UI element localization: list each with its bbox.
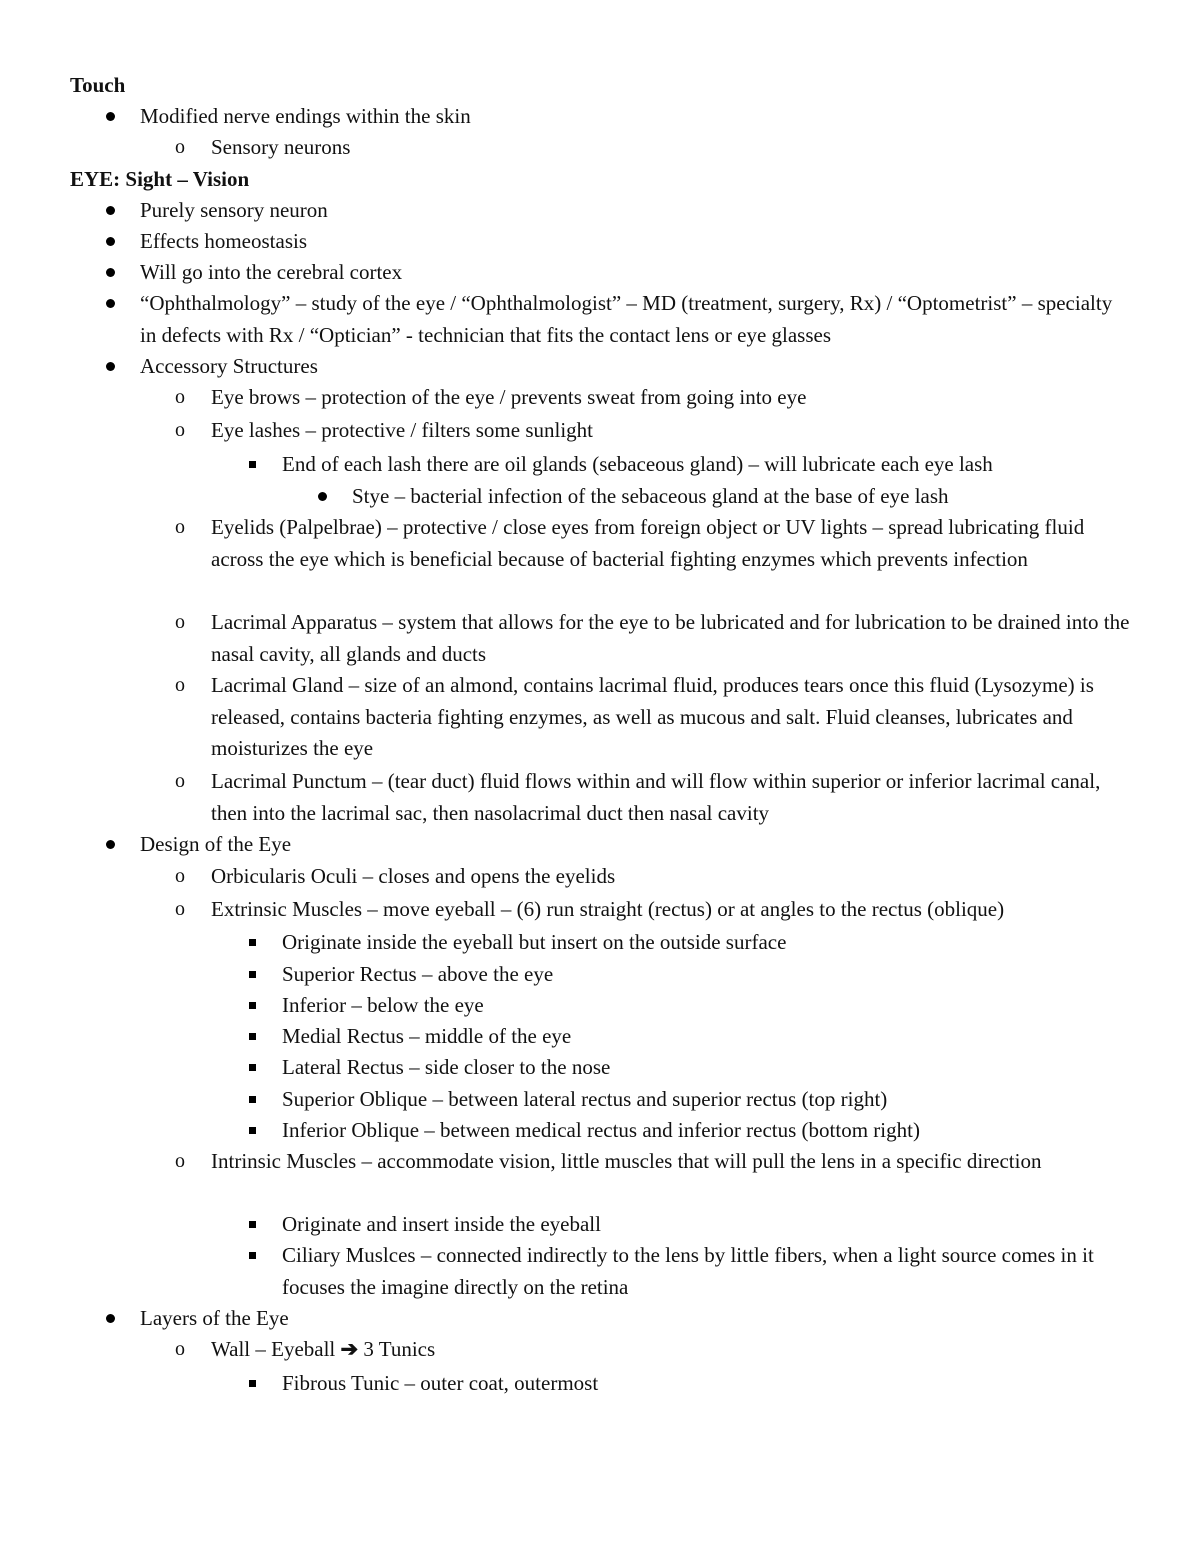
section-heading-touch: Touch bbox=[70, 73, 126, 97]
square-bullet-icon bbox=[249, 971, 256, 978]
list-item: o Eye lashes – protective / filters some sunlight bbox=[211, 415, 1131, 447]
square-bullet-icon bbox=[249, 1252, 256, 1259]
bullet-icon bbox=[318, 492, 327, 501]
list-item: Medial Rectus – middle of the eye bbox=[282, 1021, 1132, 1053]
list-item: Lateral Rectus – side closer to the nose bbox=[282, 1052, 1132, 1084]
square-bullet-icon bbox=[249, 1380, 256, 1387]
square-bullet-icon bbox=[249, 1002, 256, 1009]
list-item: Ciliary Muslces – connected indirectly to the lens by little fibers, when a light source comes in it focuses the imagine directly on the retina bbox=[282, 1240, 1132, 1303]
list-item: o Wall – Eyeball ➔ 3 Tunics bbox=[211, 1334, 1131, 1366]
circle-bullet-icon: o bbox=[175, 1338, 185, 1360]
bullet-icon bbox=[106, 1314, 115, 1323]
bullet-icon bbox=[106, 299, 115, 308]
list-item: Purely sensory neuron bbox=[140, 195, 1130, 227]
circle-bullet-icon: o bbox=[175, 419, 185, 441]
square-bullet-icon bbox=[249, 461, 256, 468]
bullet-icon bbox=[106, 840, 115, 849]
square-bullet-icon bbox=[249, 1096, 256, 1103]
circle-bullet-icon: o bbox=[175, 136, 185, 158]
square-bullet-icon bbox=[249, 1221, 256, 1228]
list-item: o Orbicularis Oculi – closes and opens the eyelids bbox=[211, 861, 1131, 893]
list-item: Design of the Eye bbox=[140, 829, 1130, 861]
bullet-icon bbox=[106, 362, 115, 371]
list-item: Originate inside the eyeball but insert on the outside surface bbox=[282, 927, 1132, 959]
circle-bullet-icon: o bbox=[175, 516, 185, 538]
square-bullet-icon bbox=[249, 1064, 256, 1071]
list-item: Inferior – below the eye bbox=[282, 990, 1132, 1022]
square-bullet-icon bbox=[249, 1127, 256, 1134]
bullet-icon bbox=[106, 112, 115, 121]
circle-bullet-icon: o bbox=[175, 865, 185, 887]
bullet-icon bbox=[106, 206, 115, 215]
square-bullet-icon bbox=[249, 939, 256, 946]
list-item: o Lacrimal Apparatus – system that allows for the eye to be lubricated and for lubrication to be drained into the nasal cavity, all glands and ducts bbox=[211, 607, 1131, 670]
list-item: Effects homeostasis bbox=[140, 226, 1130, 258]
list-item: Superior Oblique – between lateral rectus and superior rectus (top right) bbox=[282, 1084, 1132, 1116]
list-item: Superior Rectus – above the eye bbox=[282, 959, 1132, 991]
list-item: “Ophthalmology” – study of the eye / “Ophthalmologist” – MD (treatment, surgery, Rx) / “Optometrist” – specialty in defects with Rx / “Optician” - technician that fits the contact lens or eye glasses bbox=[140, 288, 1130, 351]
circle-bullet-icon: o bbox=[175, 611, 185, 633]
list-item: End of each lash there are oil glands (sebaceous gland) – will lubricate each eye lash bbox=[282, 449, 1132, 481]
section-heading-eye: EYE: Sight – Vision bbox=[70, 167, 250, 191]
list-item: Stye – bacterial infection of the sebaceous gland at the base of eye lash bbox=[352, 481, 1132, 513]
list-item: Modified nerve endings within the skin bbox=[140, 101, 1130, 133]
list-item: o Intrinsic Muscles – accommodate vision, little muscles that will pull the lens in a specific direction bbox=[211, 1146, 1131, 1178]
list-item: o Extrinsic Muscles – move eyeball – (6) run straight (rectus) or at angles to the rectus (oblique) bbox=[211, 894, 1131, 926]
list-item: Fibrous Tunic – outer coat, outermost bbox=[282, 1368, 1132, 1400]
list-item: o Sensory neurons bbox=[211, 132, 1131, 164]
list-item: Inferior Oblique – between medical rectus and inferior rectus (bottom right) bbox=[282, 1115, 1132, 1147]
circle-bullet-icon: o bbox=[175, 674, 185, 696]
list-item: Accessory Structures bbox=[140, 351, 1130, 383]
list-item: Will go into the cerebral cortex bbox=[140, 257, 1130, 289]
circle-bullet-icon: o bbox=[175, 386, 185, 408]
right-arrow-icon: ➔ bbox=[340, 1337, 359, 1361]
list-item: o Eye brows – protection of the eye / prevents sweat from going into eye bbox=[211, 382, 1131, 414]
bullet-icon bbox=[106, 268, 115, 277]
list-item: Originate and insert inside the eyeball bbox=[282, 1209, 1132, 1241]
bullet-icon bbox=[106, 237, 115, 246]
list-item: o Eyelids (Palpelbrae) – protective / close eyes from foreign object or UV lights – spread lubricating fluid across the eye which is beneficial because of bacterial fighting enzymes which prevents infection bbox=[211, 512, 1131, 575]
list-item: Layers of the Eye bbox=[140, 1303, 1130, 1335]
circle-bullet-icon: o bbox=[175, 898, 185, 920]
circle-bullet-icon: o bbox=[175, 1150, 185, 1172]
square-bullet-icon bbox=[249, 1033, 256, 1040]
circle-bullet-icon: o bbox=[175, 770, 185, 792]
list-item: o Lacrimal Punctum – (tear duct) fluid flows within and will flow within superior or inferior lacrimal canal, then into the lacrimal sac, then nasolacrimal duct then nasal cavity bbox=[211, 766, 1131, 829]
list-item: o Lacrimal Gland – size of an almond, contains lacrimal fluid, produces tears once this fluid (Lysozyme) is released, contains bacteria fighting enzymes, as well as mucous and salt. Fluid cleanses, lubricates and moisturizes the eye bbox=[211, 670, 1131, 765]
